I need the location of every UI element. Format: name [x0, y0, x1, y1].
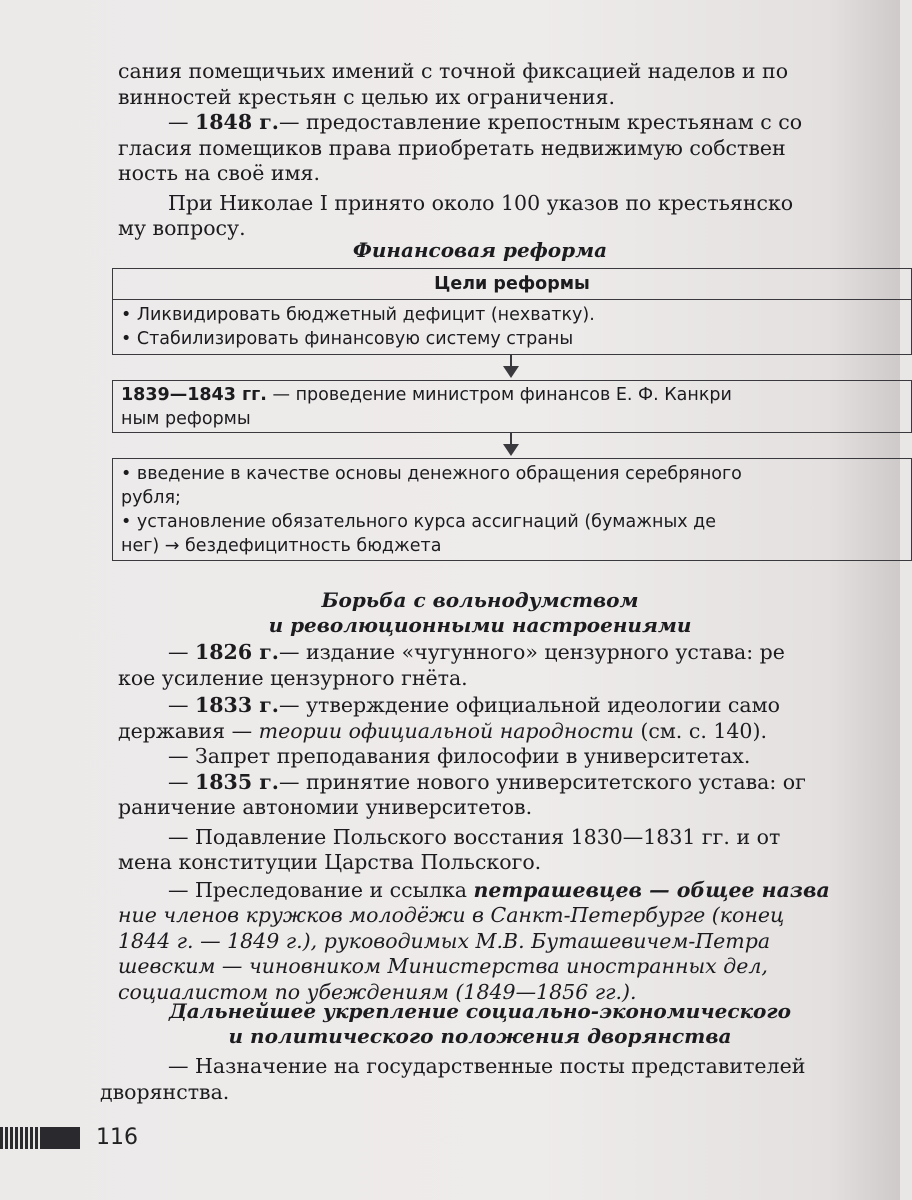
year: 1833 г. — [195, 693, 279, 717]
goal-item: • Ликвидировать бюджетный дефицит (нехватку). — [121, 305, 595, 325]
reform-measures-box — [112, 458, 912, 561]
goal-item: • Стабилизировать финансовую систему страны — [121, 329, 574, 349]
dash: — — [168, 769, 196, 794]
text-line — [118, 770, 900, 796]
year: 1848 г. — [195, 110, 279, 134]
intro-text — [118, 59, 900, 242]
text-line — [118, 640, 900, 666]
measure-line: • установление обязательного курса ассигнаций (бумажных де — [121, 512, 717, 532]
italic-term: теории официальной народности — [258, 718, 634, 743]
text-line: — Запрет преподавания философии в университетах. — [168, 744, 751, 768]
text-line: сания помещичьих имений с точной фиксацией наделов и по — [118, 59, 789, 83]
text-line: 1844 г. — 1849 г.), руководимых М.В. Буташевичем-Петра — [118, 928, 771, 953]
year-range: 1839—1843 гг. — [121, 385, 267, 405]
text-line: кое усиление цензурного гнёта. — [118, 665, 468, 690]
text-span: — Преследование и ссылка — [168, 877, 474, 902]
text-line: — Назначение на государственные посты представителей — [168, 1054, 806, 1078]
text-span: державия — — [118, 718, 259, 743]
reform-period-box — [112, 380, 912, 433]
nobility-text — [100, 1054, 900, 1105]
measure-line: • введение в качестве основы денежного обращения серебряного — [121, 464, 742, 484]
text-line: раничение автономии университетов. — [118, 795, 533, 819]
section-heading-nobility: Дальнейшее укрепление социально-экономического — [169, 999, 791, 1023]
year: 1826 г. — [195, 640, 279, 664]
page-edge-block — [40, 1127, 80, 1149]
dash: — — [168, 110, 196, 134]
text-line: дворянства. — [100, 1079, 230, 1104]
down-arrow-icon — [503, 366, 519, 378]
reform-period-line — [113, 383, 911, 407]
text-line — [118, 878, 900, 904]
dash: — — [168, 640, 196, 664]
dash: — — [168, 693, 196, 717]
text-line — [118, 719, 900, 745]
down-arrow-icon — [503, 444, 519, 456]
section-heading-freethought-2: и революционными настроениями — [268, 613, 692, 637]
text-line: гласия помещиков права приобретать недвижимую собствен — [118, 135, 786, 160]
year: 1835 г. — [195, 769, 279, 794]
text-line: шевским — чиновником Министерства иностранных дел, — [118, 954, 768, 978]
freethought-text — [118, 640, 900, 1005]
text-span: — проведение министром финансов Е. Ф. Канкри — [272, 385, 732, 405]
goals-box — [112, 268, 912, 355]
text-line: винностей крестьян с целью их ограничения. — [118, 84, 615, 109]
section-heading-finance: Финансовая реформа — [352, 238, 608, 262]
italic-term: петрашевцев — общее назва — [473, 877, 830, 902]
text-span: — издание «чугунного» цензурного устава: ре — [278, 640, 785, 664]
text-line — [118, 110, 900, 136]
text-line: ность на своё имя. — [118, 161, 320, 185]
text-span: — утверждение официальной идеологии само — [278, 693, 780, 717]
text-span: (см. с. 140). — [633, 718, 767, 743]
page-number: 116 — [96, 1125, 138, 1150]
measure-line: нег) → бездефицитность бюджета — [121, 536, 442, 556]
text-span: — предоставление крепостным крестьянам с со — [278, 110, 803, 134]
goals-header: Цели реформы — [113, 269, 911, 300]
reform-period-line: ным реформы — [121, 409, 251, 429]
section-heading-freethought: Борьба с вольнодумством — [321, 588, 639, 612]
text-line: ние членов кружков молодёжи в Санкт-Петербурге (конец — [118, 903, 785, 927]
text-span: — принятие нового университетского устава: ог — [278, 769, 806, 794]
text-line: социалистом по убеждениям (1849—1856 гг.). — [118, 979, 637, 1004]
section-heading-nobility-2: и политического положения дворянства — [228, 1024, 732, 1048]
measure-line: рубля; — [121, 488, 181, 508]
text-line: мена конституции Царства Польского. — [118, 850, 542, 874]
text-line: му вопросу. — [118, 216, 246, 240]
text-line: При Николае I принято около 100 указов по крестьянско — [168, 190, 794, 215]
text-line — [118, 693, 900, 719]
text-line: — Подавление Польского восстания 1830—1831 гг. и от — [168, 824, 781, 849]
